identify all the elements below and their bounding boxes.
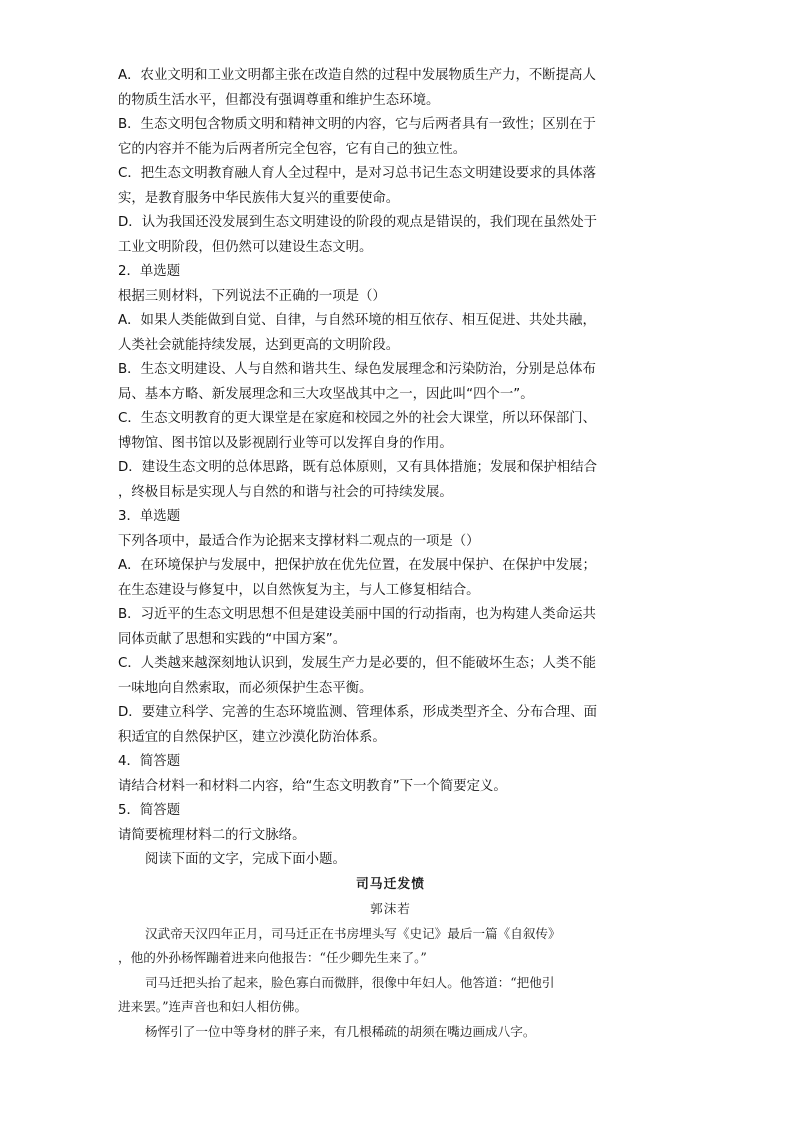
q1-option-d-line-2: 工业文明阶段，但仍然可以建设生态文明。 bbox=[118, 239, 373, 255]
question-4 bbox=[118, 750, 663, 799]
story-paragraph-2-line-1: 司马迁把头抬了起来，脸色寡白而微胖，很像中年妇人。他答道：“把他引 bbox=[145, 974, 555, 990]
q3-option-b-line-2: 同体贡献了思想和实践的“中国方案”。 bbox=[118, 631, 347, 647]
q3-header: 3．单选题 bbox=[118, 509, 181, 524]
q4-stem: 请结合材料一和材料二内容，给“生态文明教育”下一个简要定义。 bbox=[118, 778, 507, 794]
story-paragraph-3-line-1: 杨恽引了一位中等身材的胖子来，有几根稀疏的胡须在嘴边画成八字。 bbox=[145, 1023, 536, 1039]
story-section bbox=[118, 873, 663, 1045]
q1-option-a-line-1: A．农业文明和工业文明都主张在改造自然的过程中发展物质生产力，不断提高人 bbox=[118, 68, 596, 83]
q2-option-b-line-2: 局、基本方略、新发展理念和三大攻坚战其中之一，因此叫“四个一”。 bbox=[118, 386, 534, 402]
q1-option-c-line-1: C．把生态文明教育融人育人全过程中，是对习总书记生态文明建设要求的具体落 bbox=[118, 166, 597, 181]
story-author: 郭沫若 bbox=[370, 901, 411, 916]
q1-option-a-line-2: 的物质生活水平，但都没有强调尊重和维护生态环境。 bbox=[118, 92, 440, 108]
question-5 bbox=[118, 799, 663, 848]
q3-option-d-line-1: D．要建立科学、完善的生态环境监测、管理体系，形成类型齐全、分布合理、面 bbox=[118, 705, 597, 720]
q1-option-d-line-1: D．认为我国还没发展到生态文明建设的阶段的观点是错误的，我们现在虽然处于 bbox=[118, 215, 597, 230]
question-3 bbox=[118, 505, 663, 750]
story-paragraph-1-line-2: ，他的外孙杨恽蹦着进来向他报告：“任少卿先生来了。” bbox=[118, 950, 427, 965]
q3-option-d-line-2: 积适宜的自然保护区，建立沙漠化防治体系。 bbox=[118, 729, 386, 745]
q3-option-c-line-1: C．人类越来越深刻地认识到，发展生产力是必要的，但不能破坏生态；人类不能 bbox=[118, 656, 597, 671]
q5-header: 5．简答题 bbox=[118, 803, 181, 818]
story-paragraph-2-line-2: 进来罢。”连声音也和妇人相仿佛。 bbox=[118, 999, 308, 1014]
reading-intro: 阅读下面的文字，完成下面小题。 bbox=[145, 852, 346, 867]
q2-stem: 根据三则材料，下列说法不正确的一项是（） bbox=[118, 288, 386, 304]
story-paragraph-1-line-1: 汉武帝天汉四年正月，司马迁正在书房埋头写《史记》最后一篇《自叙传》 bbox=[145, 925, 561, 941]
document-page bbox=[118, 64, 663, 1044]
q2-header: 2．单选题 bbox=[118, 264, 181, 279]
q2-option-d-line-2: ，终极目标是实现人与自然的和谐与社会的可持续发展。 bbox=[118, 484, 453, 500]
q2-option-c-line-1: C．生态文明教育的更大课堂是在家庭和校园之外的社会大课堂，所以环保部门、 bbox=[118, 411, 597, 426]
q1-option-b-line-2: 它的内容并不能为后两者所完全包容，它有自己的独立性。 bbox=[118, 141, 467, 157]
q2-option-a-line-1: A．如果人类能做到自觉、自律，与自然环境的相互依存、相互促进、共处共融， bbox=[118, 313, 596, 328]
question-2 bbox=[118, 260, 663, 505]
story-title: 司马迁发愤 bbox=[356, 876, 425, 892]
q5-stem: 请简要梳理材料二的行文脉络。 bbox=[118, 827, 306, 843]
q3-option-a-line-2: 在生态建设与修复中，以自然恢复为主，与人工修复相结合。 bbox=[118, 582, 480, 598]
q3-option-c-line-2: 一味地向自然索取，而必须保护生态平衡。 bbox=[118, 680, 373, 696]
q2-option-d-line-1: D．建设生态文明的总体思路，既有总体原则，又有具体措施；发展和保护相结合 bbox=[118, 460, 597, 475]
q1-option-c-line-2: 实，是教育服务中华民族伟大复兴的重要使命。 bbox=[118, 190, 400, 206]
q3-stem: 下列各项中，最适合作为论据来支撑材料二观点的一项是（） bbox=[118, 533, 480, 549]
q4-header: 4．简答题 bbox=[118, 754, 181, 769]
q3-option-b-line-1: B．习近平的生态文明思想不但是建设美丽中国的行动指南，也为构建人类命运共 bbox=[118, 607, 596, 622]
q2-option-a-line-2: 人类社会就能持续发展，达到更高的文明阶段。 bbox=[118, 337, 400, 353]
q1-options bbox=[118, 64, 663, 260]
q2-option-b-line-1: B．生态文明建设、人与自然和谐共生、绿色发展理念和污染防治，分别是总体布 bbox=[118, 362, 596, 377]
q2-option-c-line-2: 博物馆、图书馆以及影视剧行业等可以发挥自身的作用。 bbox=[118, 435, 453, 451]
q3-option-a-line-1: A．在环境保护与发展中，把保护放在优先位置，在发展中保护、在保护中发展； bbox=[118, 558, 596, 573]
q1-option-b-line-1: B．生态文明包含物质文明和精神文明的内容，它与后两者具有一致性；区别在于 bbox=[118, 117, 596, 132]
